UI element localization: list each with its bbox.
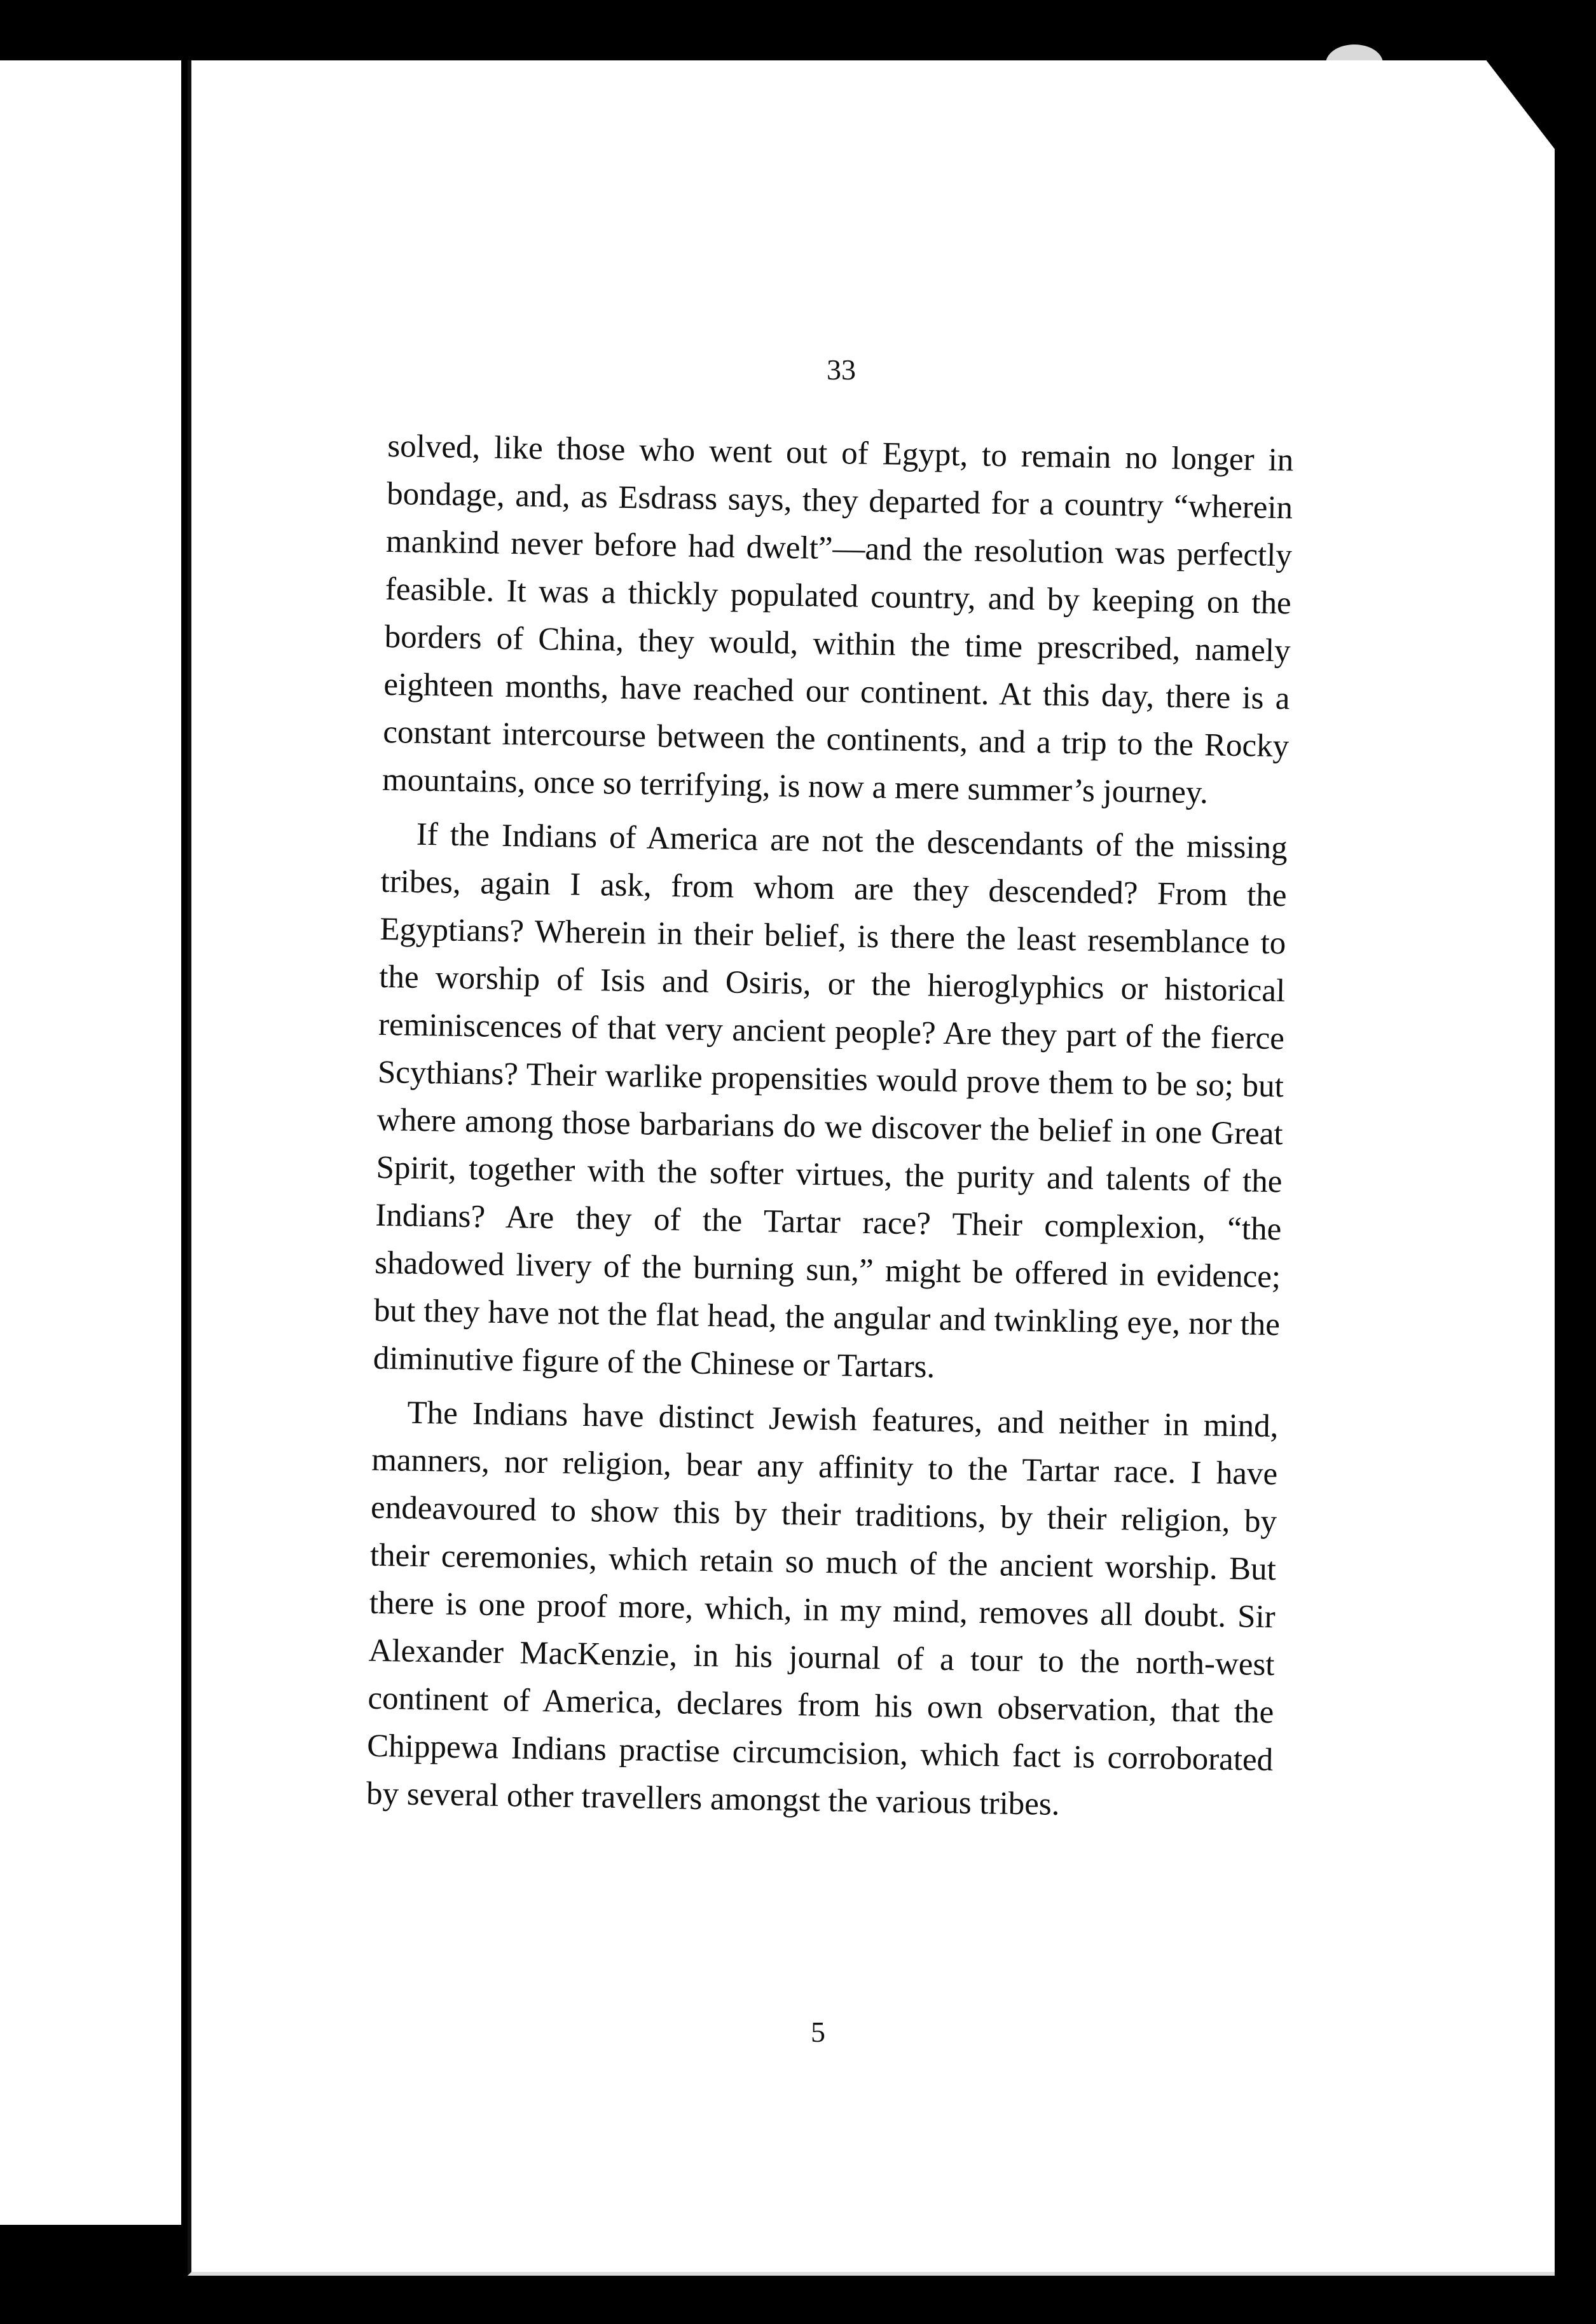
page-corner-blemish <box>1326 44 1383 83</box>
paragraph-2: If the Indians of America are not the descendants of the missing tribes, again I ask, from whom are they descended? From the Egyptians? Wherein in their belief, is there the least resemblance to the worship of Isis and Osiris, or the hieroglyphics or historical reminiscences of that very ancient people? Are they part of the fierce Scythians? Their warlike propensities would prove them to be so; but where among those barbarians do we discover the belief in one Great Spirit, together with the softer virtues, the purity and talents of the Indians? Are they of the Tartar race? Their complexion, “the shadowed livery of the burning sun,” might be offered in evidence; but they have not the flat head, the angular and twinkling eye, nor the diminutive figure of the Chinese or Tartars. <box>373 816 1288 1385</box>
paragraph-1: solved, like those who went out of Egypt, to remain no longer in bondage, and, as Esdrass says, they departed for a country “wherein mankind never before had dwelt”—and the resolution was perfectly feasible. It was a thickly populated country, and by keeping on the borders of China, they would, within the time prescribed, namely eighteen months, have reached our continent. At this day, there is a constant intercourse between the continents, and a trip to the Rocky mountains, once so terrifying, is now a mere summer’s journey. <box>382 428 1294 811</box>
page-number: 33 <box>827 353 856 386</box>
signature-mark: 5 <box>811 2016 825 2048</box>
paragraph-3: The Indians have distinct Jewish features, and neither in mind, manners, nor religion, bear any affinity to the Tartar race. I have endeavoured to show this by their traditions, by their religion, by their ceremonies, which retain so much of the ancient worship. But there is one proof more, which, in my mind, removes all doubt. Sir Alexander MacKenzie, in his journal of a tour to the north-west continent of America, declares from his own observation, that the Chippewa Indians practise circumcision, which fact is corroborated by several other travellers amongst the various tribes. <box>366 1395 1279 1822</box>
page-text <box>366 423 1293 1838</box>
facing-page-edge <box>0 60 181 2225</box>
